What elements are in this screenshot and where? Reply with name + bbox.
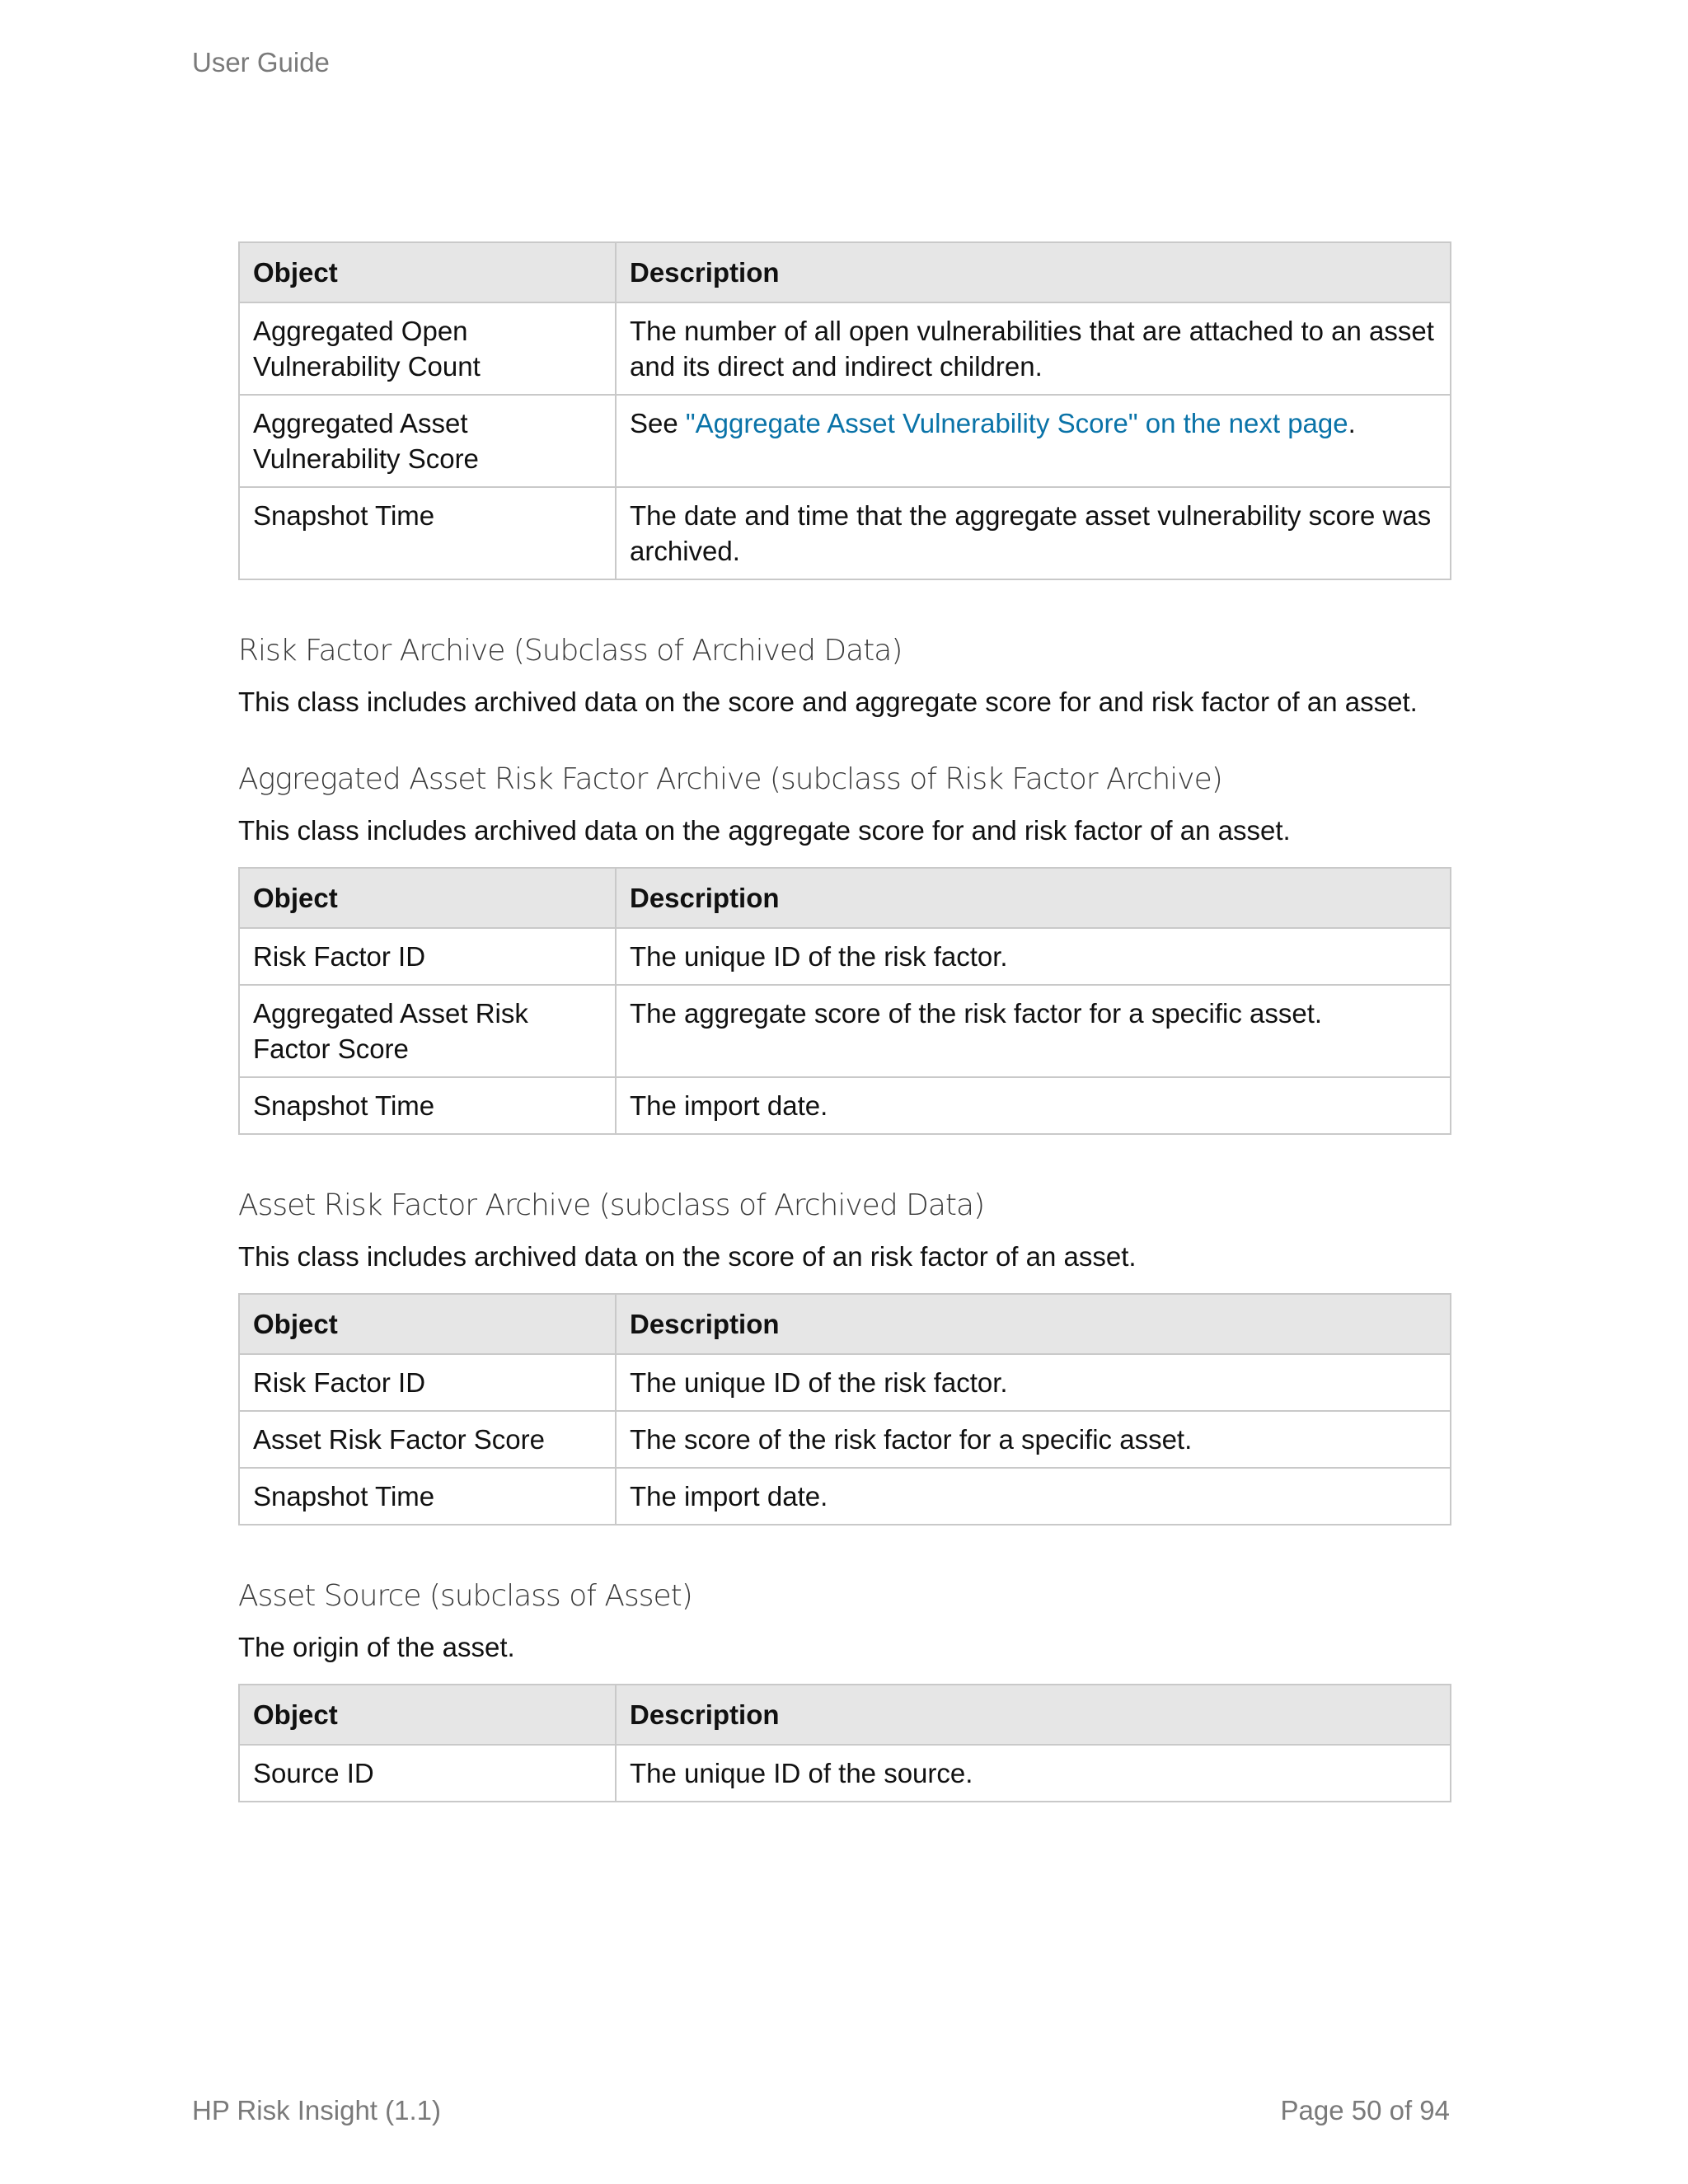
table-row [239,928,1451,985]
description-cell: The aggregate score of the risk factor for a specific asset. [616,985,1451,1077]
section-heading-aggregated-asset-risk-factor-archive: Aggregated Asset Risk Factor Archive (subclass of Risk Factor Archive) [238,762,1222,796]
aggregate-asset-vulnerability-score-link[interactable]: "Aggregate Asset Vulnerability Score" on the next page [685,408,1348,438]
object-cell: Snapshot Time [239,487,616,579]
column-header-object: Object [239,868,616,928]
footer-page-number: Page 50 of 94 [1280,2095,1450,2125]
description-cell [616,395,1451,487]
table-row [239,1411,1451,1468]
object-cell: Aggregated Asset Risk Factor Score [239,985,616,1077]
column-header-description: Description [616,868,1451,928]
column-header-object: Object [239,1685,616,1745]
column-header-description: Description [616,1685,1451,1745]
column-header-description: Description [616,1294,1451,1354]
description-cell: The number of all open vulnerabilities that are attached to an asset and its direct and indirect children. [616,302,1451,395]
table-row [239,1077,1451,1134]
table-row [239,395,1451,487]
description-cell: The unique ID of the risk factor. [616,928,1451,985]
column-header-object: Object [239,1294,616,1354]
table-row [239,1468,1451,1525]
description-cell: The unique ID of the risk factor. [616,1354,1451,1411]
description-cell: The unique ID of the source. [616,1745,1451,1802]
page-content [238,241,1450,1802]
description-prefix: See [630,408,686,438]
table-row [239,1745,1451,1802]
vulnerability-archive-table [238,241,1451,580]
section-heading-asset-source: Asset Source (subclass of Asset) [238,1579,692,1613]
object-cell: Risk Factor ID [239,1354,616,1411]
object-cell: Asset Risk Factor Score [239,1411,616,1468]
section-heading-risk-factor-archive: Risk Factor Archive (Subclass of Archived Data) [238,634,903,668]
description-cell: The score of the risk factor for a specific asset. [616,1411,1451,1468]
footer-product: HP Risk Insight (1.1) [192,2095,441,2125]
description-suffix: . [1348,408,1356,438]
table-row [239,302,1451,395]
section-intro-asset-risk-factor-archive: This class includes archived data on the score of an risk factor of an asset. [238,1241,1137,1272]
section-intro-risk-factor-archive: This class includes archived data on the score and aggregate score for and risk factor of an asset. [238,687,1418,717]
description-cell: The date and time that the aggregate asset vulnerability score was archived. [616,487,1451,579]
table-header-row [239,868,1451,928]
column-header-description: Description [616,242,1451,302]
object-cell: Risk Factor ID [239,928,616,985]
object-cell: Snapshot Time [239,1468,616,1525]
section-heading-asset-risk-factor-archive: Asset Risk Factor Archive (subclass of Archived Data) [238,1188,985,1222]
table-header-row [239,1294,1451,1354]
table-header-row [239,1685,1451,1745]
description-cell: The import date. [616,1468,1451,1525]
description-cell: The import date. [616,1077,1451,1134]
aggregated-asset-risk-factor-table [238,867,1451,1135]
table-row [239,985,1451,1077]
object-cell: Aggregated Asset Vulnerability Score [239,395,616,487]
asset-risk-factor-table [238,1293,1451,1526]
asset-source-table [238,1684,1451,1802]
table-row [239,487,1451,579]
section-intro-asset-source: The origin of the asset. [238,1632,515,1662]
section-intro-aggregated-asset-risk-factor-archive: This class includes archived data on the aggregate score for and risk factor of an asset. [238,815,1291,846]
object-cell: Snapshot Time [239,1077,616,1134]
running-header: User Guide [192,47,330,77]
object-cell: Aggregated Open Vulnerability Count [239,302,616,395]
object-cell: Source ID [239,1745,616,1802]
table-row [239,1354,1451,1411]
column-header-object: Object [239,242,616,302]
table-header-row [239,242,1451,302]
